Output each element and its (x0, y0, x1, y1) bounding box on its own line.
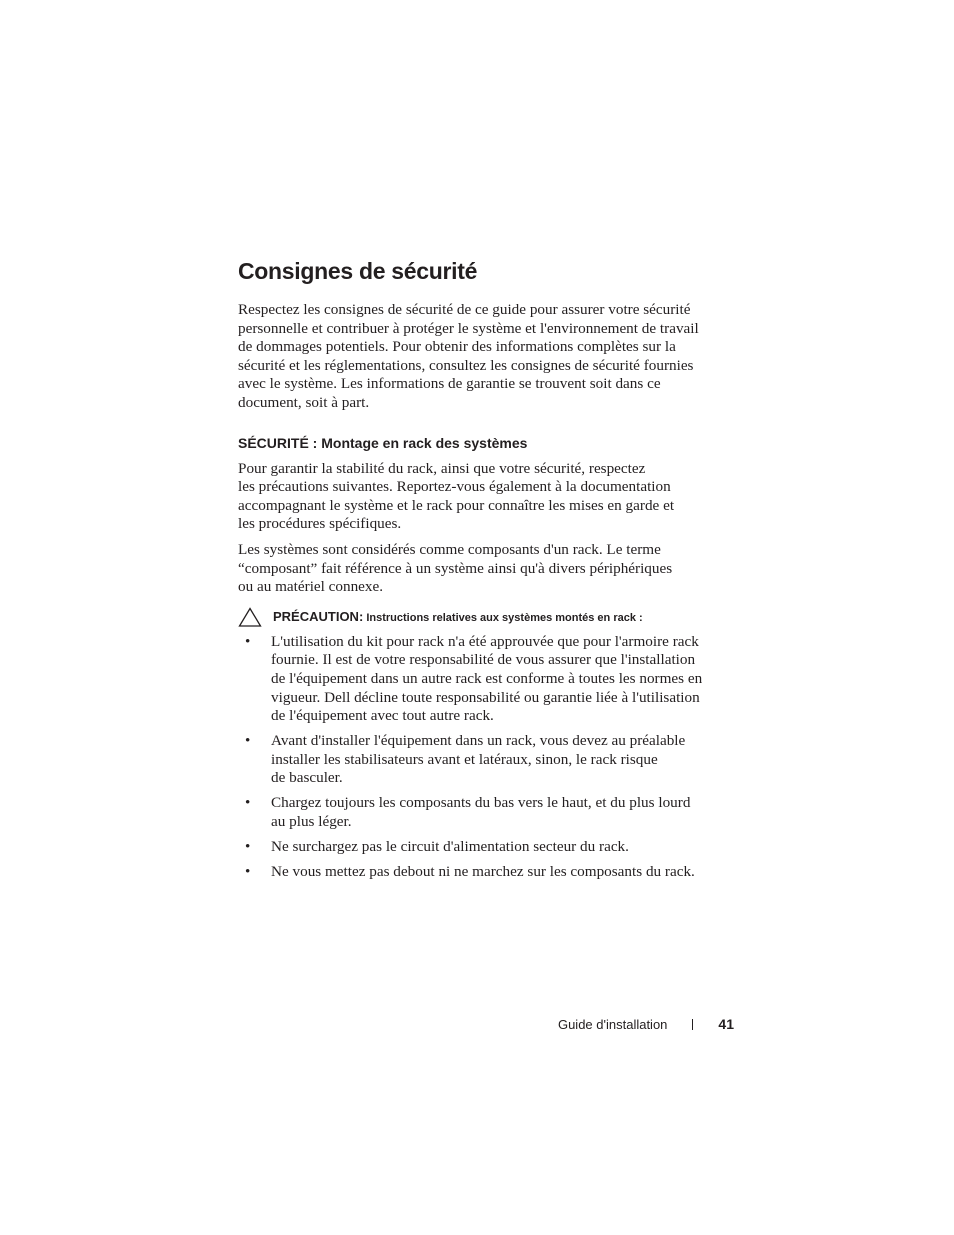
list-item (238, 863, 738, 882)
section-heading: SÉCURITÉ : Montage en rack des systèmes (238, 434, 528, 451)
list-item (238, 732, 738, 788)
bullet-dot: • (245, 794, 251, 812)
bullet-dot: • (245, 863, 251, 881)
caution-body: Instructions relatives aux systèmes montés en rack : (363, 611, 643, 624)
page-footer (558, 1014, 734, 1035)
list-item (238, 633, 738, 726)
warning-triangle-icon (238, 607, 262, 627)
section-paragraph-1: Pour garantir la stabilité du rack, ainsi que votre sécurité, respectez les précautions suivantes. Reportez-vous également à la documentation accompagnant le système et le rack pour connaître les mises en garde et les procédures spécifiques. (238, 459, 675, 533)
section-paragraph-2: Les systèmes sont considérés comme composants d'un rack. Le terme “composant” fait référence à un système ainsi qu'à divers périphériques ou au matériel connexe. (238, 540, 673, 596)
page-number: 41 (718, 1016, 734, 1032)
intro-paragraph: Respectez les consignes de sécurité de ce guide pour assurer votre sécurité personnelle et contribuer à protéger le système et l'environnement de travail de dommages potentiels. Pour obtenir des informations complètes sur la sécurité et les réglementations, consultez les consignes de sécurité fournies avec le système. Les informations de garantie se trouvent soit dans ce document, soit à part. (238, 301, 699, 411)
list-item (238, 838, 738, 857)
caution-label: PRÉCAUTION: (273, 608, 364, 624)
bullet-dot: • (245, 838, 251, 856)
list-item-text: Chargez toujours les composants du bas vers le haut, et du plus lourd au plus léger. (271, 794, 691, 831)
caution-list (238, 633, 738, 882)
list-item-text: Avant d'installer l'équipement dans un rack, vous devez au préalable installer les stabilisateurs avant et latéraux, sinon, le rack risque de basculer. (271, 732, 686, 787)
bullet-dot: • (245, 732, 251, 750)
page-title: Consignes de sécurité (238, 258, 478, 284)
bullet-dot: • (245, 632, 251, 650)
list-item-text: Ne vous mettez pas debout ni ne marchez sur les composants du rack. (271, 863, 695, 881)
list-item-text: L'utilisation du kit pour rack n'a été approuvée que pour l'armoire rack fournie. Il est de votre responsabilité de vous assurer que l'installation de l'équipement dans un autre rack est conforme à toutes les normes en vigueur. Dell décline toute responsabilité ou garantie liée à l'utilisation de l'équipement avec tout autre rack. (271, 632, 703, 725)
list-item-text: Ne surchargez pas le circuit d'alimentation secteur du rack. (271, 838, 629, 856)
list-item (238, 794, 738, 831)
caution-notice (238, 607, 738, 627)
footer-guide-name: Guide d'installation (557, 1017, 668, 1032)
page-content (238, 254, 738, 888)
caution-text (273, 608, 643, 626)
footer-separator (692, 1019, 693, 1030)
